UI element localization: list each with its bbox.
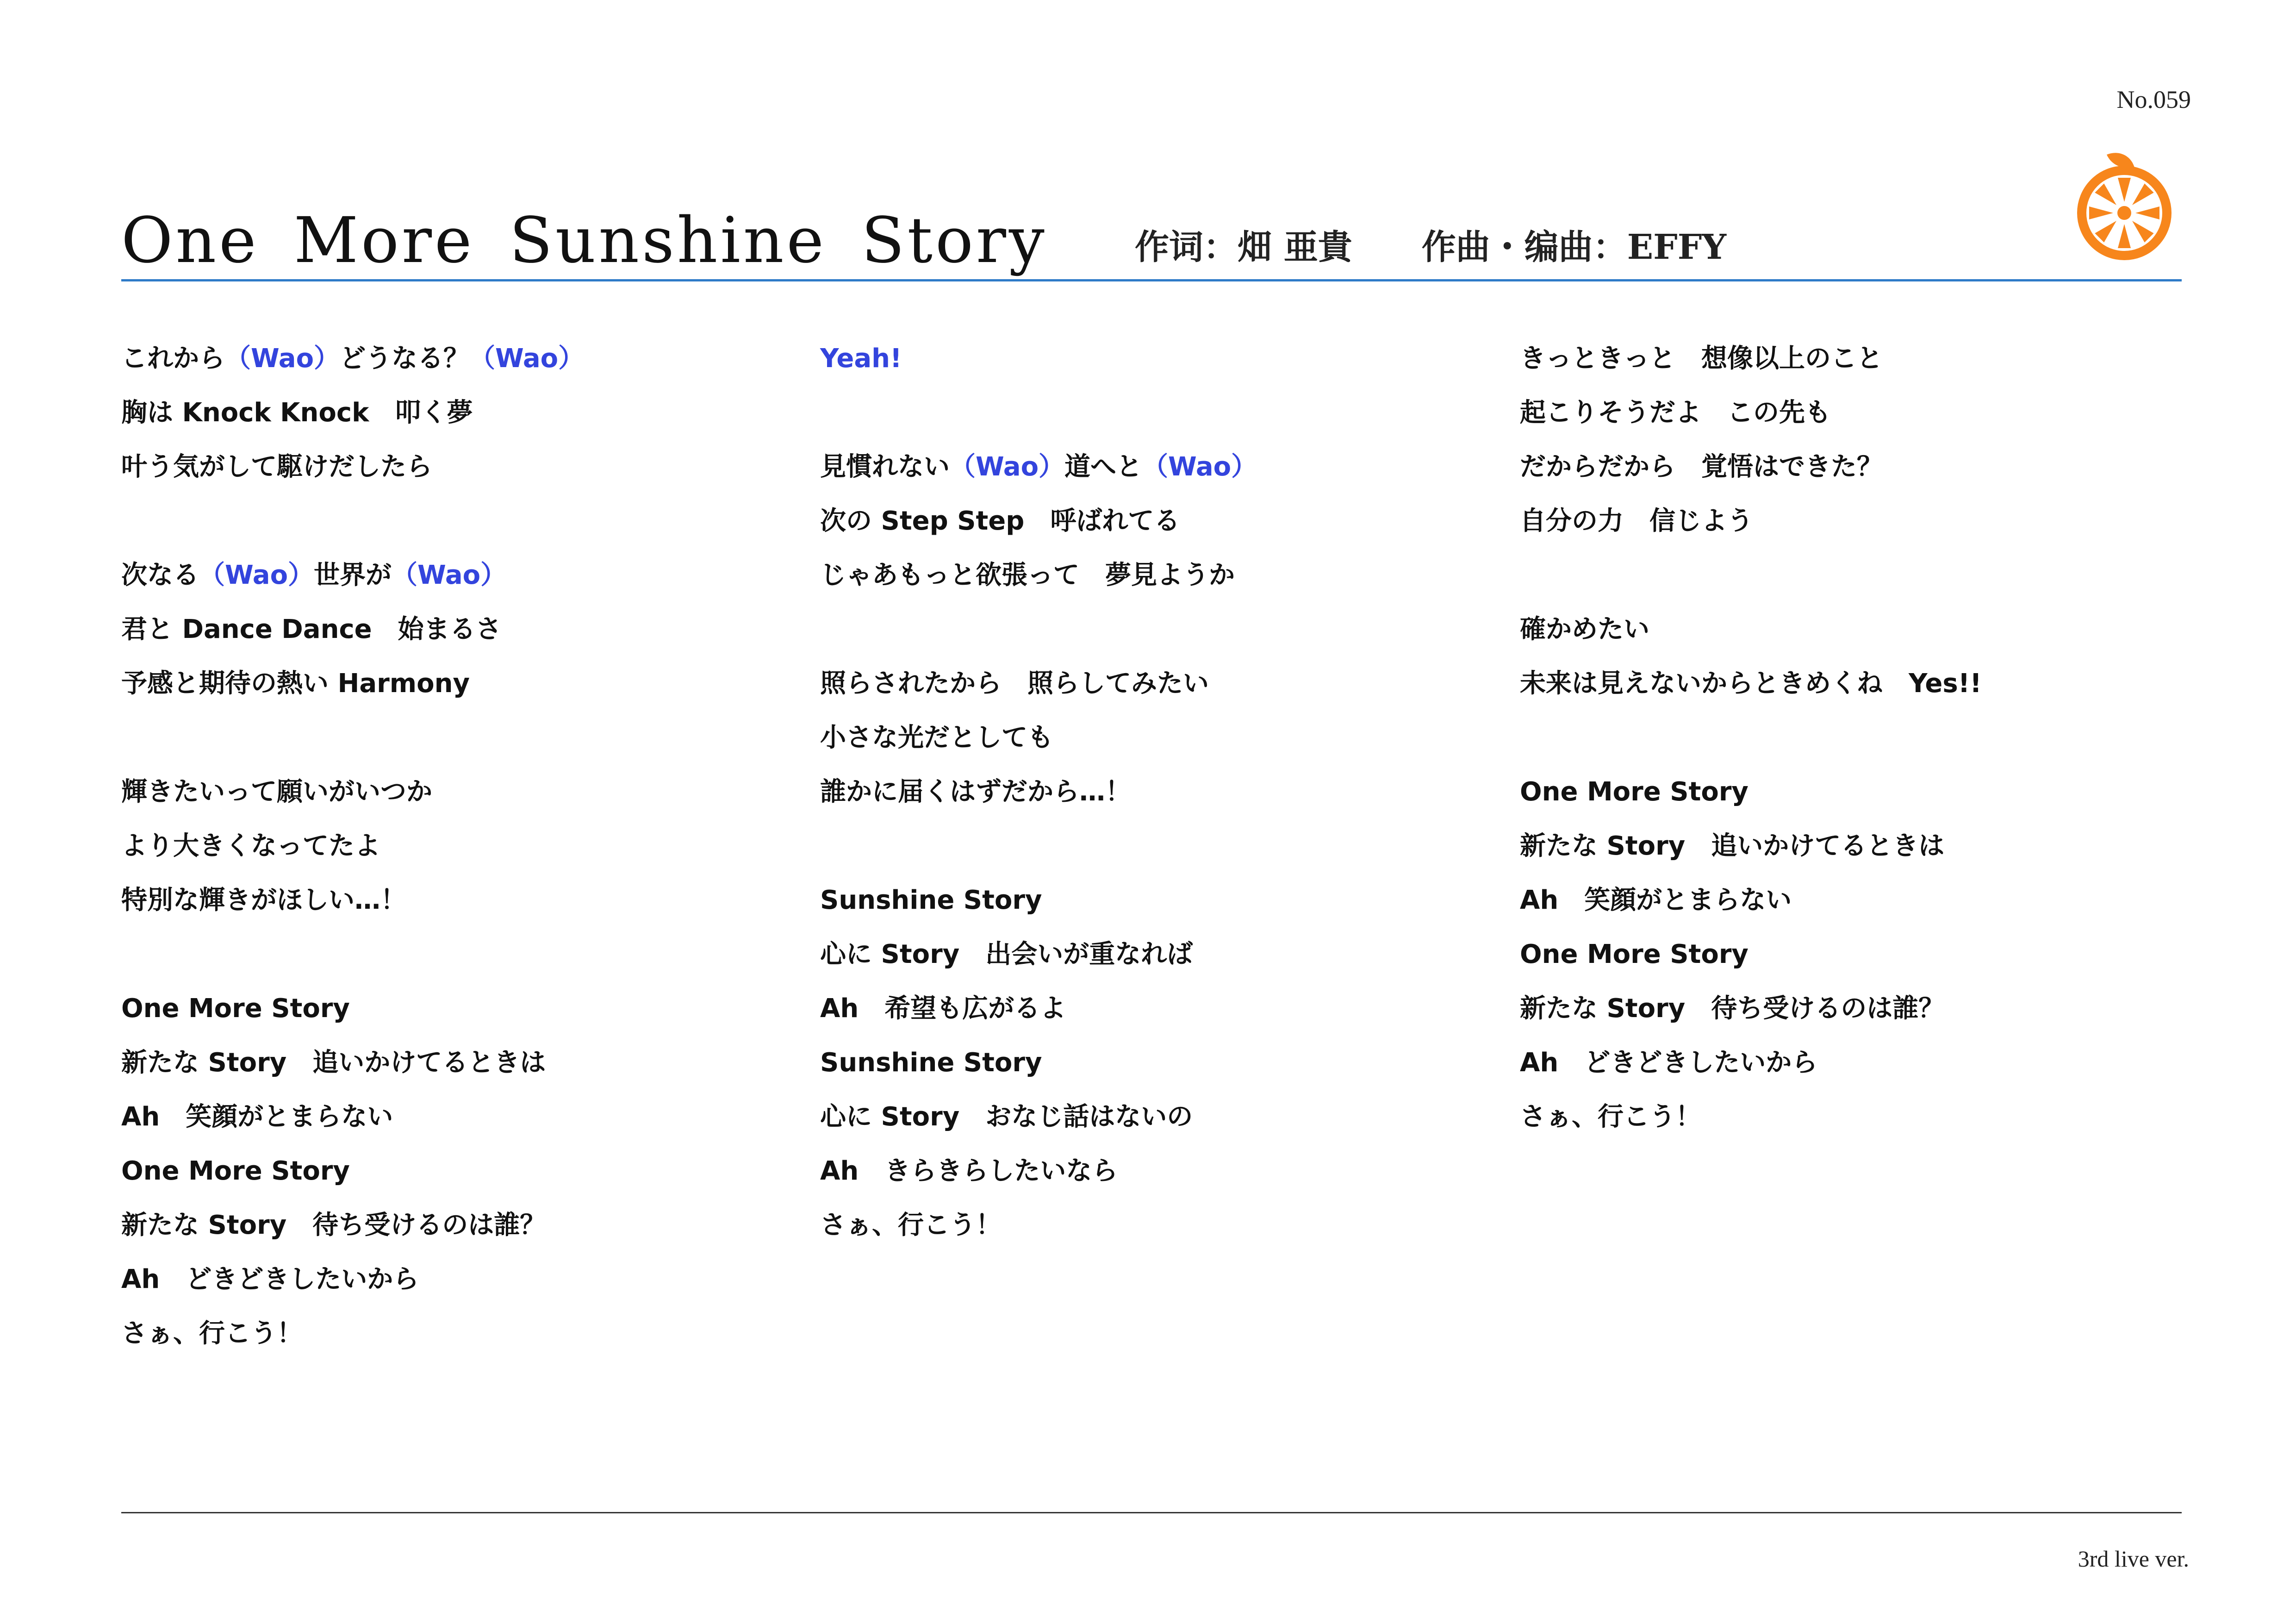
lyric-text: 予感と期待の熱い Harmony bbox=[121, 668, 470, 699]
lyric-text: さぁ、行こう！ bbox=[121, 1318, 303, 1349]
lyric-text: 道へと bbox=[1064, 452, 1143, 482]
lyric-line bbox=[820, 1036, 1496, 1090]
call-text: （Wao） bbox=[1142, 452, 1257, 482]
lyric-text: Ah 笑顔がとまらない bbox=[1520, 885, 1792, 915]
lyric-text: 叶う気がして駆けだしたら bbox=[121, 452, 432, 482]
header bbox=[121, 204, 2182, 278]
lyric-line bbox=[1520, 873, 2196, 927]
lyric-line bbox=[820, 1198, 1496, 1252]
footer-rule bbox=[121, 1512, 2182, 1513]
lyric-line bbox=[820, 711, 1496, 765]
lyric-line bbox=[1520, 1090, 2196, 1144]
orange-slice-icon bbox=[2073, 148, 2175, 264]
lyric-line bbox=[1520, 927, 2196, 981]
call-text: Yeah! bbox=[820, 344, 902, 374]
lyric-line bbox=[820, 331, 1496, 386]
lyric-line bbox=[121, 1306, 797, 1361]
lyric-line bbox=[121, 331, 797, 386]
lyric-line bbox=[121, 548, 797, 602]
lyrics-column-2 bbox=[820, 331, 1496, 1252]
lyric-line bbox=[121, 819, 797, 873]
lyric-line bbox=[1520, 1036, 2196, 1090]
lyric-line bbox=[121, 1198, 797, 1252]
lyric-text: 心に Story 出会いが重なれば bbox=[820, 939, 1193, 969]
lyric-text: Ah 笑顔がとまらない bbox=[121, 1102, 393, 1132]
lyric-text: 君と Dance Dance 始まるさ bbox=[121, 614, 502, 644]
lyric-line bbox=[1520, 602, 2196, 656]
lyric-blank-line bbox=[121, 711, 797, 765]
lyric-line bbox=[820, 765, 1496, 819]
lyric-text: 新たな Story 追いかけてるときは bbox=[121, 1048, 546, 1078]
lyric-text: 新たな Story 待ち受けるのは誰？ bbox=[1520, 993, 1945, 1024]
lyric-blank-line bbox=[1520, 711, 2196, 765]
lyric-text: 新たな Story 待ち受けるのは誰？ bbox=[121, 1210, 546, 1240]
lyric-text: One More Story bbox=[1520, 777, 1748, 807]
lyric-line bbox=[820, 548, 1496, 602]
lyric-text: 見慣れない bbox=[820, 452, 950, 482]
lyric-line bbox=[1520, 819, 2196, 873]
page-number: No.059 bbox=[2116, 86, 2191, 113]
lyric-text: One More Story bbox=[121, 993, 350, 1024]
lyric-text: Sunshine Story bbox=[820, 1048, 1042, 1078]
lyric-blank-line bbox=[820, 386, 1496, 440]
orange-leaf bbox=[2107, 153, 2134, 168]
lyric-text: 新たな Story 追いかけてるときは bbox=[1520, 831, 1945, 861]
orange-center bbox=[2117, 206, 2131, 220]
lyric-line bbox=[820, 440, 1496, 494]
lyric-line bbox=[121, 873, 797, 927]
lyric-line bbox=[121, 1252, 797, 1306]
lyric-text: 世界が bbox=[314, 560, 392, 590]
composer-credit: 作曲・编曲：EFFY bbox=[1421, 227, 1727, 267]
lyric-text: どうなる？ bbox=[340, 344, 470, 374]
lyric-line bbox=[1520, 386, 2196, 440]
lyric-text: Sunshine Story bbox=[820, 885, 1042, 915]
lyric-text: より大きくなってたよ bbox=[121, 831, 380, 861]
lyric-line bbox=[1520, 440, 2196, 494]
lyrics-column-1 bbox=[121, 331, 797, 1361]
lyric-text: Ah 希望も広がるよ bbox=[820, 993, 1066, 1024]
lyric-line bbox=[121, 1090, 797, 1144]
lyrics-body bbox=[121, 331, 2182, 1396]
lyric-text: 小さな光だとしても bbox=[820, 723, 1053, 753]
lyric-text: さぁ、行こう！ bbox=[1520, 1102, 1701, 1132]
lyric-line bbox=[1520, 981, 2196, 1036]
lyric-line bbox=[1520, 656, 2196, 711]
lyric-text: きっときっと 想像以上のこと bbox=[1520, 344, 1883, 374]
call-text: （Wao） bbox=[469, 344, 585, 374]
lyric-line bbox=[820, 1144, 1496, 1198]
lyric-line bbox=[1520, 765, 2196, 819]
lyric-text: だからだから 覚悟はできた？ bbox=[1520, 452, 1883, 482]
lyric-text: 自分の力 信じよう bbox=[1520, 506, 1753, 536]
lyric-text: 誰かに届くはずだから…！ bbox=[820, 777, 1131, 807]
lyric-text: これから bbox=[121, 344, 225, 374]
lyric-text: Ah どきどきしたいから bbox=[121, 1264, 419, 1294]
lyric-text: じゃあもっと欲張って 夢見ようか bbox=[820, 560, 1235, 590]
lyric-line bbox=[121, 602, 797, 656]
call-text: （Wao） bbox=[950, 452, 1065, 482]
lyric-line bbox=[820, 656, 1496, 711]
lyric-text: 次の Step Step 呼ばれてる bbox=[820, 506, 1180, 536]
lyric-blank-line bbox=[820, 602, 1496, 656]
lyric-text: One More Story bbox=[121, 1156, 350, 1186]
lyric-text: 確かめたい bbox=[1520, 614, 1649, 644]
lyric-text: 特別な輝きがほしい…！ bbox=[121, 885, 406, 915]
lyric-blank-line bbox=[121, 494, 797, 548]
lyric-text: 起こりそうだよ この先も bbox=[1520, 398, 1831, 428]
lyric-text: Ah きらきらしたいなら bbox=[820, 1156, 1118, 1186]
lyric-blank-line bbox=[820, 819, 1496, 873]
lyric-line bbox=[820, 873, 1496, 927]
lyric-text: 未来は見えないからときめくね Yes!! bbox=[1520, 668, 1982, 699]
title-rule bbox=[121, 279, 2182, 281]
lyric-text: さぁ、行こう！ bbox=[820, 1210, 1002, 1240]
lyric-line bbox=[121, 656, 797, 711]
lyric-blank-line bbox=[121, 927, 797, 981]
lyric-text: One More Story bbox=[1520, 939, 1748, 969]
lyric-text: 胸は Knock Knock 叩く夢 bbox=[121, 398, 473, 428]
lyric-line bbox=[1520, 331, 2196, 386]
lyric-line bbox=[1520, 494, 2196, 548]
lyric-text: Ah どきどきしたいから bbox=[1520, 1048, 1818, 1078]
lyric-line bbox=[820, 981, 1496, 1036]
lyric-line bbox=[121, 386, 797, 440]
lyric-line bbox=[121, 1144, 797, 1198]
lyric-line bbox=[121, 981, 797, 1036]
lyric-text: 輝きたいって願いがいつか bbox=[121, 777, 432, 807]
lyric-text: 照らされたから 照らしてみたい bbox=[820, 668, 1209, 699]
lyric-line bbox=[121, 765, 797, 819]
lyric-text: 心に Story おなじ話はないの bbox=[820, 1102, 1193, 1132]
lyric-line bbox=[820, 494, 1496, 548]
lyrics-column-3 bbox=[1520, 331, 2196, 1144]
song-title: One More Sunshine Story bbox=[121, 204, 1047, 277]
lyricist-credit: 作词：畑 亜貴 bbox=[1135, 227, 1352, 267]
version-label: 3rd live ver. bbox=[2078, 1546, 2189, 1572]
call-text: （Wao） bbox=[392, 560, 507, 590]
call-text: （Wao） bbox=[225, 344, 340, 374]
lyric-line bbox=[121, 1036, 797, 1090]
credits bbox=[1135, 224, 1726, 270]
lyric-line bbox=[121, 440, 797, 494]
call-text: （Wao） bbox=[199, 560, 314, 590]
lyric-text: 次なる bbox=[121, 560, 199, 590]
lyric-line bbox=[820, 927, 1496, 981]
lyric-line bbox=[820, 1090, 1496, 1144]
lyric-blank-line bbox=[1520, 548, 2196, 602]
